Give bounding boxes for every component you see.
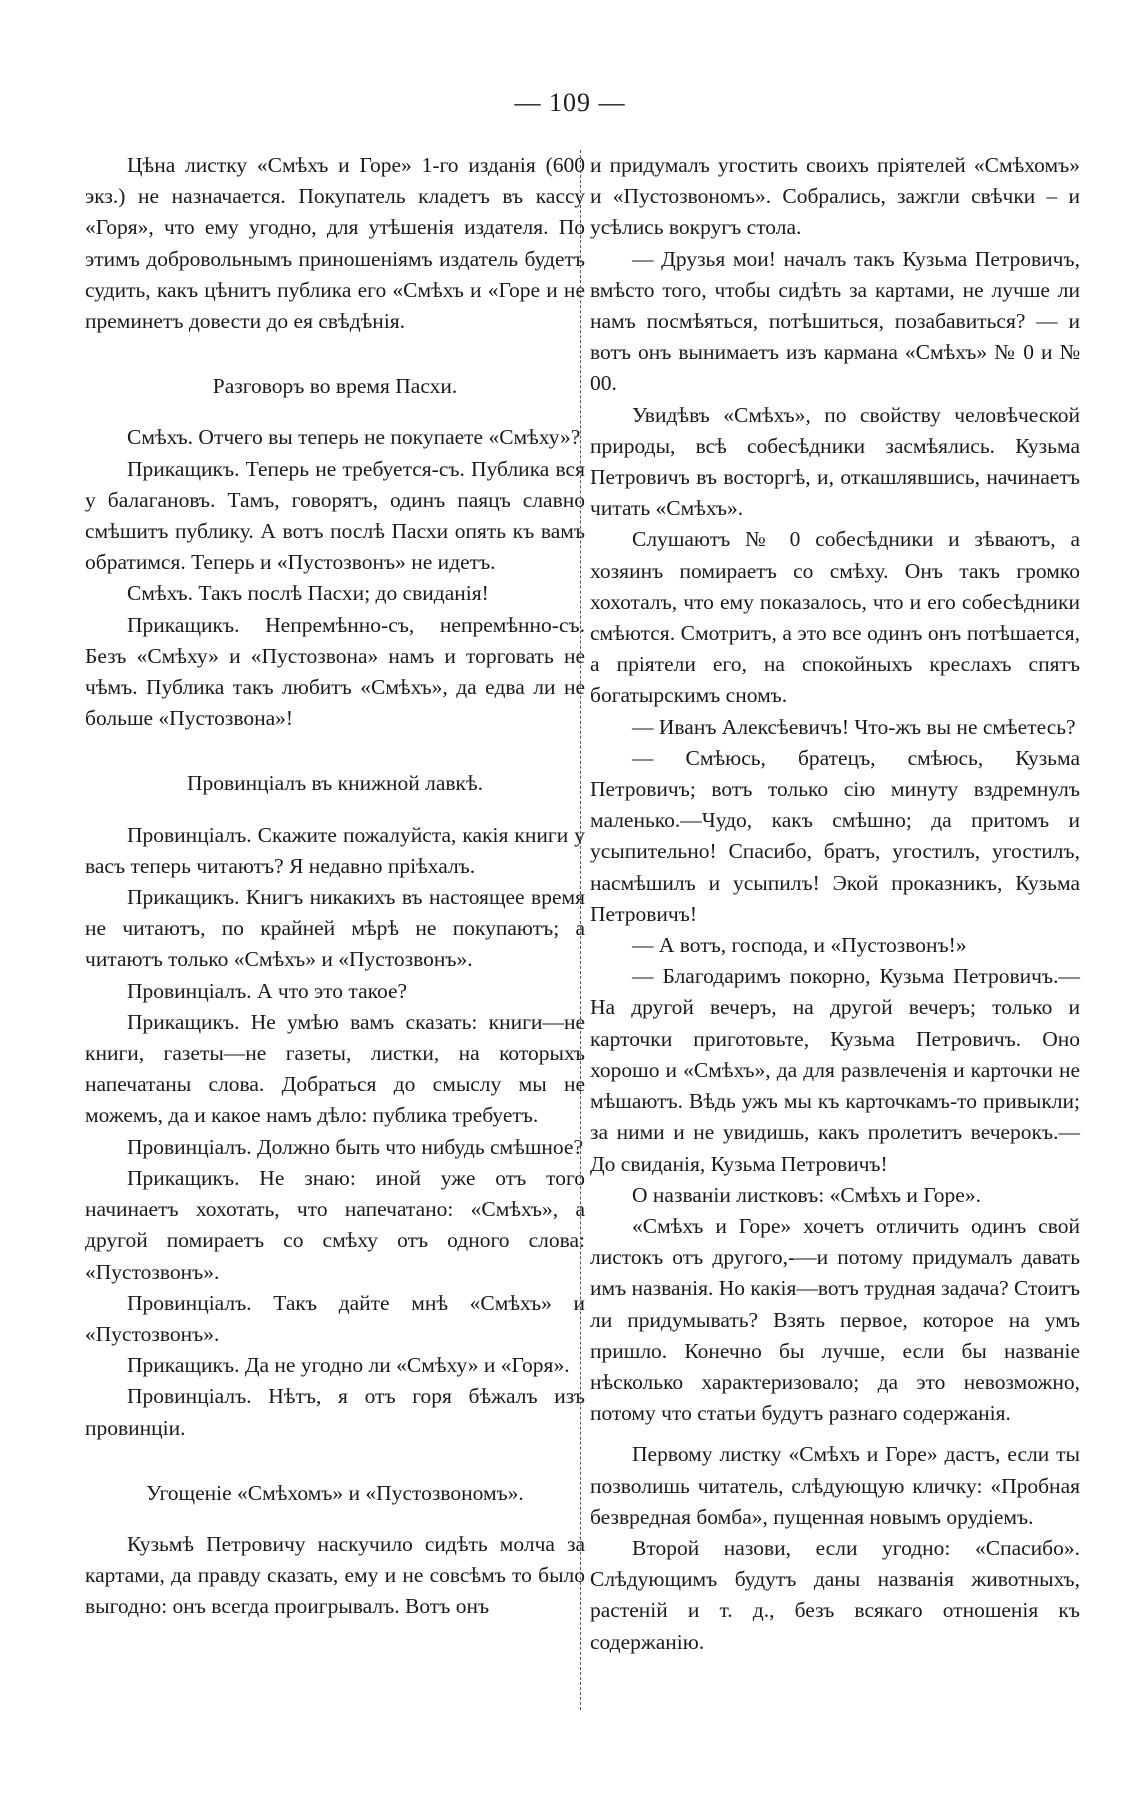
section-heading: Разговоръ во время Пасхи.	[212, 374, 458, 399]
paragraph: — Иванъ Алексѣевичъ! Что-жъ вы не смѣетесь?	[632, 714, 1076, 739]
column-divider	[580, 150, 582, 1710]
paragraph: Прикащикъ. Не знаю: иной уже отъ того начинаетъ хохотать, что напечатано: «Смѣхъ», а другой помираетъ со смѣху отъ одного слова: «Пустозвонъ».	[85, 1165, 585, 1284]
page-number: — 109 —	[514, 88, 626, 117]
right-column	[590, 150, 1080, 1658]
paragraph: Смѣхъ. Такъ послѣ Пасхи; до свиданія!	[127, 581, 489, 606]
section-heading: О названіи листковъ: «Смѣхъ и Горе».	[632, 1182, 981, 1207]
paragraph: Провинціалъ. Нѣтъ, я отъ горя бѣжалъ изъ провинціи.	[85, 1384, 585, 1440]
paragraph: Слушаютъ № 0 собесѣдники и зѣваютъ, а хозяинъ помираетъ со смѣху. Онъ такъ громко хохоталъ, что ему показалось, что и его собесѣдники смѣются. Смотритъ, а это все одинъ онъ потѣшается, а пріятели его, на спокойныхъ креслахъ спятъ богатырскимъ сномъ.	[590, 527, 1080, 708]
paragraph: Провинціалъ. Должно быть что нибудь смѣшное?	[127, 1134, 583, 1159]
section-heading: Угощеніе «Смѣхомъ» и «Пустозвономъ».	[146, 1480, 524, 1505]
paragraph: — А вотъ, господа, и «Пустозвонъ!»	[632, 933, 967, 958]
left-column	[85, 150, 585, 1623]
paragraph: Прикащикъ. Книгъ никакихъ въ настоящее время не читаютъ, по крайней мѣрѣ не покупаютъ; а читаютъ только «Смѣхъ» и «Пустозвонъ».	[85, 885, 585, 972]
paragraph: и придумалъ угостить своихъ пріятелей «Смѣхомъ» и «Пустозвономъ». Собрались, зажгли свѣчки – и усѣлись вокругъ стола.	[590, 153, 1080, 240]
paragraph: Прикащикъ. Не умѣю вамъ сказать: книги—не книги, газеты—не газеты, листки, на которыхъ напечатаны слова. Добраться до смыслу мы не можемъ, да и какое намъ дѣло: публика требуетъ.	[85, 1009, 585, 1128]
paragraph: Первому листку «Смѣхъ и Горе» дастъ, если ты позволишь читатель, слѣдующую кличку: «Пробная безвредная бомба», пущенная новымъ орудіемъ.	[590, 1442, 1080, 1529]
paragraph: Прикащикъ. Да не угодно ли «Смѣху» и «Горя».	[127, 1353, 570, 1378]
paragraph: — Благодаримъ покорно, Кузьма Петровичъ.— На другой вечеръ, на другой вечеръ; только и карточки приготовьте, Кузьма Петровичъ. Оно хорошо и «Смѣхъ», да для развлеченія и карточки не мѣшаютъ. Вѣдь ужъ мы къ карточкамъ-то привыкли; за ними и не увидишь, какъ пролетитъ вечерокъ.—До свиданія, Кузьма Петровичъ!	[590, 964, 1080, 1176]
paragraph: Смѣхъ. Отчего вы теперь не покупаете «Смѣху»?	[127, 425, 581, 450]
paragraph: Второй назови, если угодно: «Спасибо». Слѣдующимъ будутъ даны названія животныхъ, растеній и т. д., безъ всякаго отношенія къ содержанію.	[590, 1535, 1080, 1654]
paragraph: Провинціалъ. Скажите пожалуйста, какія книги у васъ теперь читаютъ? Я недавно пріѣхалъ.	[85, 822, 585, 878]
paragraph: «Смѣхъ и Горе» хочетъ отличить одинъ свой листокъ отъ другого,-—и потому придумалъ давать имъ названія. Но какія—вотъ трудная задача? Стоитъ ли придумывать? Взять первое, которое на умъ пришло. Конечно бы лучше, если бы названіе нѣсколько характеризовало; да это невозможно, потому что статьи будутъ разнаго содержанія.	[590, 1213, 1080, 1426]
paragraph: — Смѣюсь, братецъ, смѣюсь, Кузьма Петровичъ; вотъ только сію минуту вздремнулъ маленько.—Чудо, какъ смѣшно; да притомъ и усыпительно! Спасибо, братъ, угостилъ, угостилъ, насмѣшилъ и усыпилъ! Экой проказникъ, Кузьма Петровичъ!	[590, 745, 1080, 926]
paragraph: Увидѣвъ «Смѣхъ», по свойству человѣческой природы, всѣ собесѣдники засмѣялись. Кузьма Петровичъ въ восторгѣ, и, откашлявшись, начинаетъ читать «Смѣхъ».	[590, 402, 1080, 521]
paragraph: Прикащикъ. Теперь не требуется-съ. Публика вся у балагановъ. Тамъ, говорятъ, одинъ паяцъ славно смѣшитъ публику. А вотъ послѣ Пасхи опять къ вамъ обратимся. Теперь и «Пустозвонъ» не идетъ.	[85, 456, 585, 575]
section-heading: Провинціалъ въ книжной лавкѣ.	[186, 771, 484, 796]
paragraph: Цѣна листку «Смѣхъ и Горе» 1-го изданія (600 экз.) не назначается. Покупатель кладетъ въ кассу «Горя», что ему угодно, для утѣшенія издателя. По этимъ добровольнымъ приношеніямъ издатель будетъ судить, какъ цѣнитъ публика его «Смѣхъ и «Горе и не преминетъ довести до ея свѣдѣнія.	[85, 153, 585, 334]
paragraph: Кузьмѣ Петровичу наскучило сидѣть молча за картами, да правду сказать, ему и не совсѣмъ то было выгодно: онъ всегда проигрывалъ. Вотъ онъ	[85, 1531, 585, 1619]
paragraph: Прикащикъ. Непремѣнно-съ, непремѣнно-съ. Безъ «Смѣху» и «Пустозвона» намъ и торговать не чѣмъ. Публика такъ любитъ «Смѣхъ», да едва ли не больше «Пустозвона»!	[85, 612, 585, 731]
paragraph: — Друзья мои! началъ такъ Кузьма Петровичъ, вмѣсто того, чтобы сидѣть за картами, не лучше ли намъ посмѣяться, потѣшиться, позабавиться? — и вотъ онъ вынимаетъ изъ кармана «Смѣхъ» № 0 и № 00.	[590, 246, 1080, 396]
paragraph: Провинціалъ. А что это такое?	[127, 978, 408, 1003]
paragraph: Провинціалъ. Такъ дайте мнѣ «Смѣхъ» и «Пустозвонъ».	[85, 1290, 585, 1346]
